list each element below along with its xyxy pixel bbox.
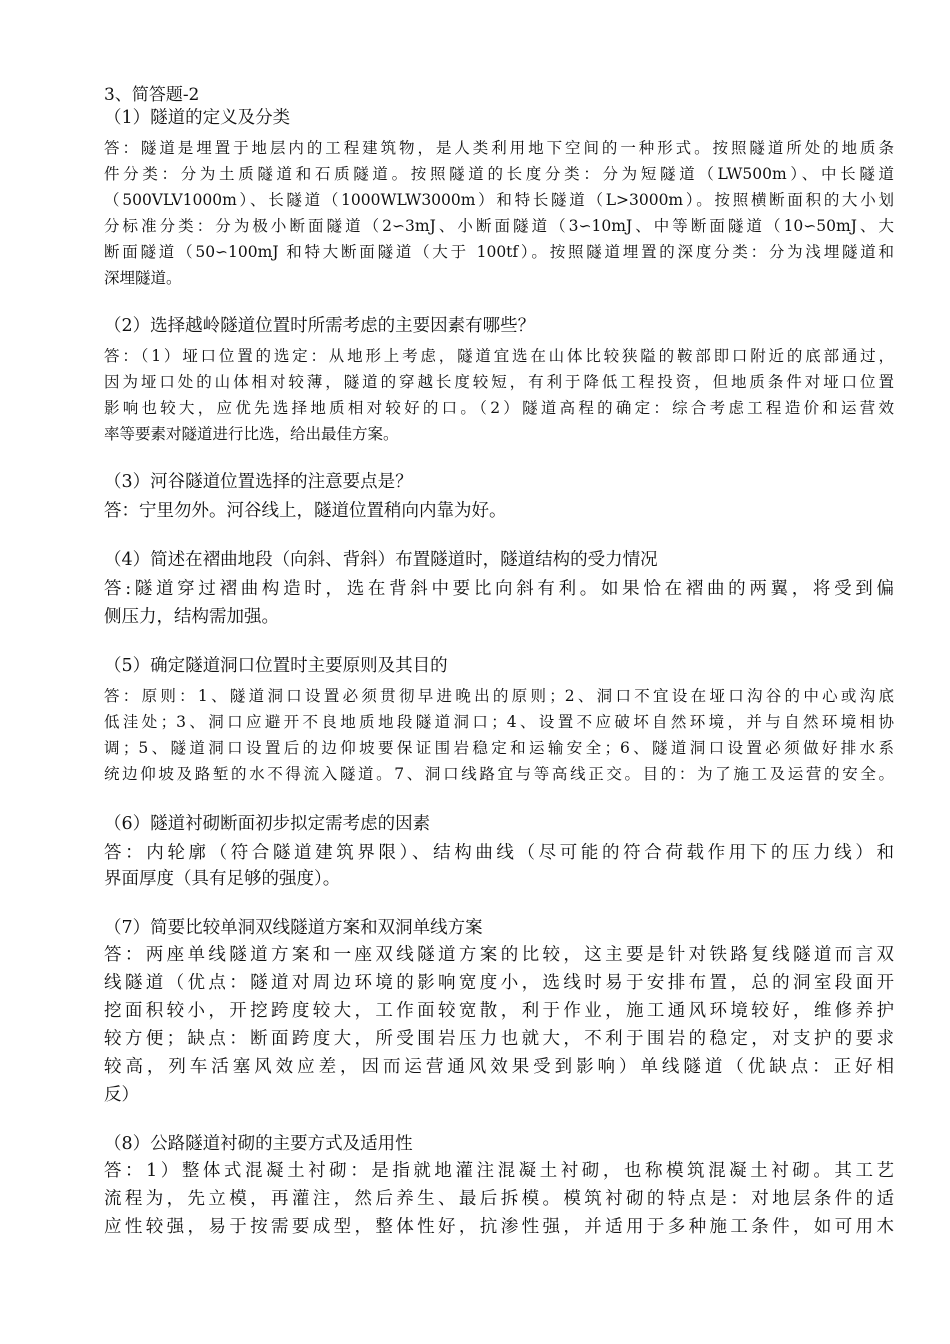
answer-line: 答：1）整体式混凝土衬砌：是指就地灌注混凝土衬砌，也称模筑混凝土衬砌。其工艺 bbox=[104, 1161, 894, 1181]
answer-line: 答：隧道是埋置于地层内的工程建筑物，是人类利用地下空间的一种形式。按照隧道所处的地质条 bbox=[104, 139, 894, 157]
answer-line: 线隧道（优点：隧道对周边环境的影响宽度小，选线时易于安排布置，总的洞室段面开 bbox=[104, 973, 894, 993]
answer-line: 分标准分类：分为极小断面隧道（2∽3mJ、小断面隧道（3∽10mJ、中等断面隧道（10∽50mJ、大 bbox=[104, 217, 894, 235]
question-5: （5）确定隧道洞口位置时主要原则及其目的 bbox=[104, 656, 448, 676]
document-heading: 3、简答题-2 bbox=[104, 85, 200, 105]
answer-line: 答：内轮廓（符合隧道建筑界限）、结构曲线（尽可能的符合荷载作用下的压力线）和 bbox=[104, 843, 894, 863]
answer-line: 答：两座单线隧道方案和一座双线隧道方案的比较，这主要是针对铁路复线隧道而言双 bbox=[104, 945, 894, 965]
answer-line: 因为垭口处的山体相对较薄，隧道的穿越长度较短，有利于降低工程投资，但地质条件对垭口位置 bbox=[104, 373, 894, 391]
question-8: （8）公路隧道衬砌的主要方式及适用性 bbox=[104, 1134, 413, 1154]
answer-line: 影响也较大，应优先选择地质相对较好的口。（2）隧道高程的确定：综合考虑工程造价和运营效 bbox=[104, 399, 894, 417]
answer-line: 界面厚度（具有足够的强度）。 bbox=[104, 869, 341, 889]
answer-line: 挖面积较小，开挖跨度较大，工作面较宽散，利于作业，施工通风环境较好，维修养护 bbox=[104, 1001, 894, 1021]
question-2: （2）选择越岭隧道位置时所需考虑的主要因素有哪些？ bbox=[104, 316, 536, 336]
answer-line: 反） bbox=[104, 1085, 139, 1105]
question-3: （3）河谷隧道位置选择的注意要点是？ bbox=[104, 472, 413, 492]
answer-line: 断面隧道（50∽100mJ 和特大断面隧道（大于 100tf）。按照隧道埋置的深度分类：分为浅埋隧道和 bbox=[104, 243, 894, 261]
question-4: （4）简述在褶曲地段（向斜、背斜）布置隧道时，隧道结构的受力情况 bbox=[104, 550, 658, 570]
answer-line: 侧压力，结构需加强。 bbox=[104, 607, 279, 627]
question-1: （1）隧道的定义及分类 bbox=[104, 108, 291, 128]
answer-line: 较方便；缺点：断面跨度大，所受围岩压力也就大，不利于围岩的稳定，对支护的要求 bbox=[104, 1029, 894, 1049]
answer-line: 低洼处；3、洞口应避开不良地质地段隧道洞口；4、设置不应破坏自然环境，并与自然环境相协 bbox=[104, 713, 894, 731]
answer-line: 答:隧道穿过褶曲构造时，选在背斜中要比向斜有利。如果恰在褶曲的两翼，将受到偏 bbox=[104, 579, 894, 599]
answer-line: 统边仰坡及路堑的水不得流入隧道。7、洞口线路宜与等高线正交。目的：为了施工及运营的安全。 bbox=[104, 765, 894, 783]
answer-line: 深埋隧道。 bbox=[104, 269, 182, 287]
answer-line: 答：（1）垭口位置的选定：从地形上考虑，隧道宜选在山体比较狭隘的鞍部即口附近的底部通过， bbox=[104, 347, 894, 365]
answer-line: 应性较强，易于按需要成型，整体性好，抗渗性强，并适用于多种施工条件，如可用木 bbox=[104, 1217, 894, 1237]
answer-line: 件分类：分为土质隧道和石质隧道。按照隧道的长度分类：分为短隧道（LW500m）、中长隧道 bbox=[104, 165, 894, 183]
answer-line: 较高，列车活塞风效应差，因而运营通风效果受到影响）单线隧道（优缺点：正好相 bbox=[104, 1057, 894, 1077]
answer-line: （500VLV1000m）、长隧道（1000WLW3000m）和特长隧道（L>3000m）。按照横断面积的大小划 bbox=[104, 191, 894, 209]
question-7: （7）简要比较单洞双线隧道方案和双洞单线方案 bbox=[104, 918, 483, 938]
answer-line: 调；5、隧道洞口设置后的边仰坡要保证围岩稳定和运输安全；6、隧道洞口设置必须做好排水系 bbox=[104, 739, 894, 757]
question-6: （6）隧道衬砌断面初步拟定需考虑的因素 bbox=[104, 814, 431, 834]
answer-line: 率等要素对隧道进行比选，给出最佳方案。 bbox=[104, 425, 399, 443]
answer-line: 答：宁里勿外。河谷线上，隧道位置稍向内靠为好。 bbox=[104, 501, 507, 521]
answer-line: 答：原则：1、隧道洞口设置必须贯彻早进晚出的原则；2、洞口不宜设在垭口沟谷的中心或沟底 bbox=[104, 687, 894, 705]
answer-line: 流程为，先立模，再灌注，然后养生、最后拆模。模筑衬砌的特点是：对地层条件的适 bbox=[104, 1189, 894, 1209]
